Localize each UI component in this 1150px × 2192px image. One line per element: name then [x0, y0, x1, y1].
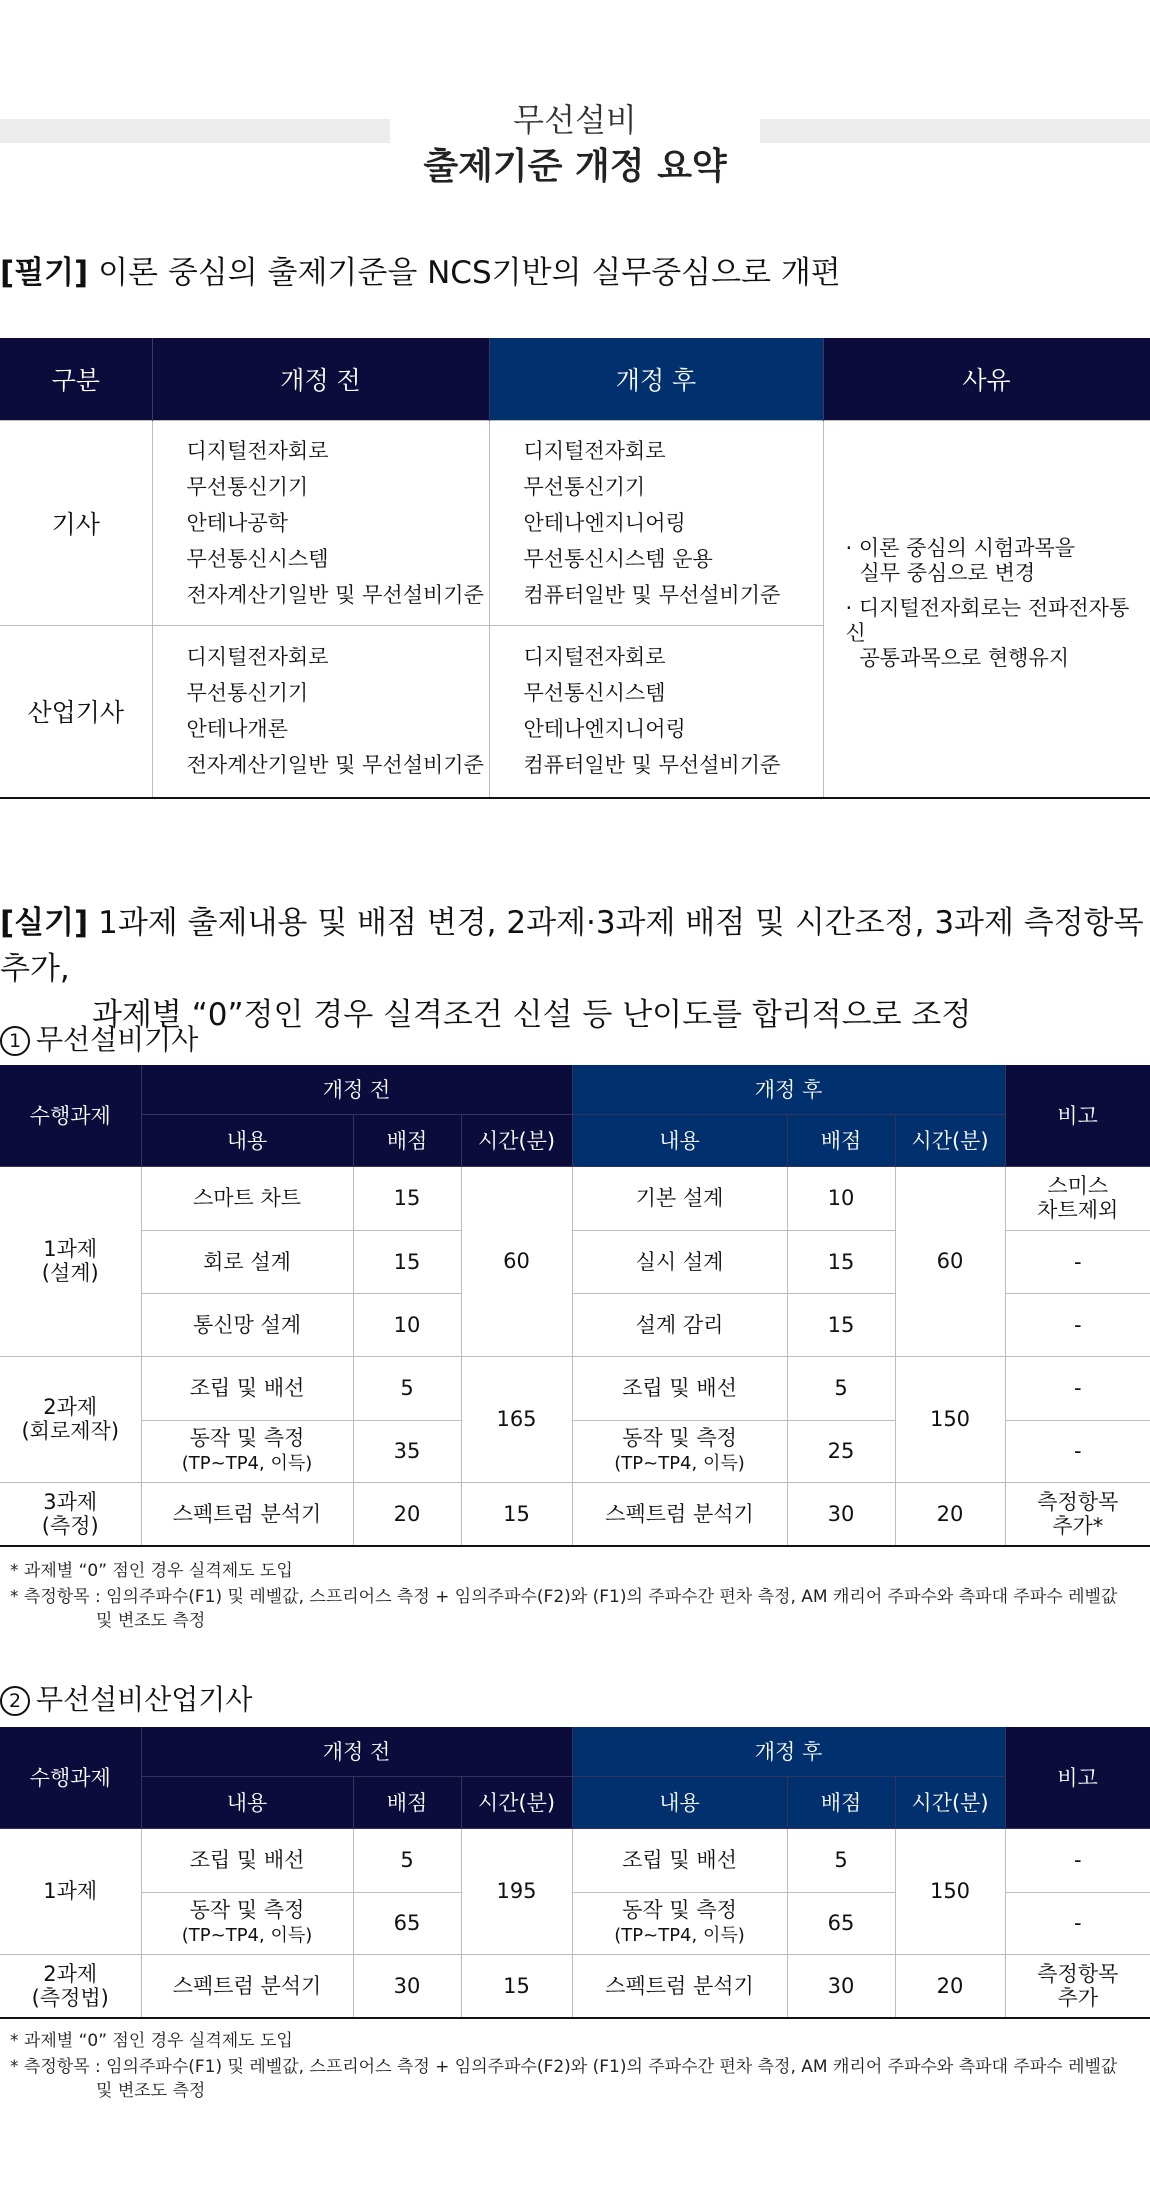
content-text: 동작 및 측정 — [622, 1898, 737, 1922]
after-time: 60 — [895, 1166, 1005, 1356]
list-item: 무선통신시스템 운용 — [523, 547, 713, 571]
col-header-task: 수행과제 — [0, 1727, 141, 1828]
list-item: 안테나공학 — [186, 511, 288, 535]
before-content: 회로 설계 — [141, 1230, 353, 1293]
written-tag: [필기] — [0, 255, 89, 291]
before-score: 35 — [353, 1420, 461, 1482]
task-cell — [0, 1954, 141, 2018]
before-time: 60 — [461, 1166, 572, 1356]
footnote: 및 변조도 측정 — [96, 1611, 206, 1631]
before-time: 165 — [461, 1356, 572, 1482]
table-row — [0, 1828, 1150, 1892]
industrial-footnotes — [10, 2029, 1117, 2103]
list-item: 무선통신기기 — [523, 475, 646, 499]
engineer-after-list — [489, 421, 823, 626]
before-content: 통신망 설계 — [141, 1293, 353, 1356]
after-score: 30 — [787, 1954, 895, 2018]
task-label: 2과제 — [43, 1395, 98, 1419]
col-header-time: 시간(분) — [461, 1776, 572, 1828]
practical-heading-line2: 과제별 “0”정인 경우 실격조건 신설 등 난이도를 합리적으로 조정 — [92, 997, 972, 1033]
after-time: 150 — [895, 1828, 1005, 1954]
col-header-after: 개정 후 — [489, 338, 823, 421]
col-header-content: 내용 — [141, 1776, 353, 1828]
reason-line: 공통과목으로 현행유지 — [859, 646, 1070, 671]
col-header-score: 배점 — [353, 1114, 461, 1166]
reason-line: 실무 중심으로 변경 — [859, 561, 1036, 586]
after-score: 15 — [787, 1230, 895, 1293]
reason-line: · 이론 중심의 시험과목을 — [845, 536, 1076, 561]
task-label: 1과제 — [43, 1237, 98, 1261]
list-item: 컴퓨터일반 및 무선설비기준 — [523, 753, 781, 778]
list-item: 무선통신기기 — [186, 475, 309, 499]
list-item: 무선통신시스템 — [186, 547, 329, 571]
row-label-industrial: 산업기사 — [0, 626, 152, 798]
task-sublabel: (측정) — [41, 1513, 99, 1538]
before-content: 스펙트럼 분석기 — [141, 1482, 353, 1546]
task-cell: 1과제 — [0, 1828, 141, 1954]
before-time: 15 — [461, 1954, 572, 2018]
after-content — [572, 1420, 787, 1482]
before-score: 30 — [353, 1954, 461, 2018]
after-time: 20 — [895, 1482, 1005, 1546]
list-item: 전자계산기일반 및 무선설비기준 — [186, 753, 484, 778]
task-label: 3과제 — [43, 1489, 98, 1514]
before-score: 65 — [353, 1892, 461, 1954]
note-cell: - — [1005, 1293, 1150, 1356]
after-score: 25 — [787, 1420, 895, 1482]
list-item: 안테나엔지니어링 — [523, 717, 686, 742]
col-header-after: 개정 후 — [572, 1065, 1005, 1114]
after-time: 150 — [895, 1356, 1005, 1482]
after-score: 30 — [787, 1482, 895, 1546]
before-score: 5 — [353, 1828, 461, 1892]
col-header-before: 개정 전 — [152, 338, 489, 421]
number-badge: 1 — [0, 1026, 30, 1056]
content-subtext: (TP~TP4, 이득) — [181, 1925, 313, 1946]
after-content: 설계 감리 — [572, 1293, 787, 1356]
task-cell — [0, 1482, 141, 1546]
note-text: 측정항목 — [1037, 1961, 1119, 1986]
list-item: 안테나엔지니어링 — [523, 511, 686, 535]
written-heading-text: 이론 중심의 출제기준을 NCS기반의 실무중심으로 개편 — [98, 255, 841, 291]
task-sublabel: (측정법) — [31, 1985, 109, 2010]
table-row — [0, 1356, 1150, 1420]
before-time: 195 — [461, 1828, 572, 1954]
written-table — [0, 338, 1150, 799]
note-text: 차트제외 — [1037, 1198, 1119, 1222]
note-cell: - — [1005, 1892, 1150, 1954]
col-header-note: 비고 — [1005, 1727, 1150, 1828]
industrial-before-list — [152, 626, 489, 798]
engineer-before-list — [152, 421, 489, 626]
col-header-content: 내용 — [141, 1114, 353, 1166]
note-text: 스미스 — [1047, 1174, 1109, 1198]
list-item: 안테나개론 — [186, 717, 288, 742]
col-header-score: 배점 — [787, 1114, 895, 1166]
engineer-footnotes — [10, 1559, 1117, 1633]
before-score: 20 — [353, 1482, 461, 1546]
note-text: 추가* — [1052, 1513, 1104, 1538]
list-item: 컴퓨터일반 및 무선설비기준 — [523, 583, 781, 607]
list-item: 디지털전자회로 — [186, 645, 329, 670]
after-content: 스펙트럼 분석기 — [572, 1954, 787, 2018]
after-content: 실시 설계 — [572, 1230, 787, 1293]
after-content — [572, 1892, 787, 1954]
after-score: 5 — [787, 1356, 895, 1420]
content-subtext: (TP~TP4, 이득) — [614, 1453, 745, 1474]
before-content: 조립 및 배선 — [141, 1828, 353, 1892]
industrial-after-list — [489, 626, 823, 798]
after-score: 65 — [787, 1892, 895, 1954]
written-heading — [0, 250, 841, 296]
list-item: 무선통신기기 — [186, 681, 309, 706]
list-item: 디지털전자회로 — [523, 439, 666, 463]
col-header-content: 내용 — [572, 1114, 787, 1166]
content-text: 동작 및 측정 — [189, 1898, 305, 1922]
list-item: 무선통신시스템 — [523, 681, 666, 706]
after-content: 조립 및 배선 — [572, 1356, 787, 1420]
col-header-score: 배점 — [787, 1776, 895, 1828]
before-score: 15 — [353, 1166, 461, 1230]
col-header-task: 수행과제 — [0, 1065, 141, 1166]
col-header-time: 시간(분) — [895, 1776, 1005, 1828]
note-cell — [1005, 1954, 1150, 2018]
before-content: 조립 및 배선 — [141, 1356, 353, 1420]
col-header-before: 개정 전 — [141, 1727, 572, 1776]
note-cell: - — [1005, 1420, 1150, 1482]
reason-item — [846, 536, 1150, 586]
practical-heading-line1: 1과제 출제내용 및 배점 변경, 2과제·3과제 배점 및 시간조정, 3과제 측정항목 추가, — [0, 905, 1144, 987]
industrial-title: 무선설비산업기사 — [36, 1683, 253, 1716]
task-cell — [0, 1166, 141, 1356]
task-sublabel: (설계) — [41, 1261, 99, 1285]
before-content — [141, 1420, 353, 1482]
after-time: 20 — [895, 1954, 1005, 2018]
list-item: 전자계산기일반 및 무선설비기준 — [186, 583, 484, 607]
table-row — [0, 1166, 1150, 1230]
engineer-subheading — [0, 1018, 198, 1058]
content-text: 동작 및 측정 — [189, 1426, 305, 1450]
col-header-score: 배점 — [353, 1776, 461, 1828]
col-header-after: 개정 후 — [572, 1727, 1005, 1776]
before-content: 스마트 차트 — [141, 1166, 353, 1230]
after-score: 15 — [787, 1293, 895, 1356]
before-content — [141, 1892, 353, 1954]
col-header-note: 비고 — [1005, 1065, 1150, 1166]
task-label: 2과제 — [43, 1961, 98, 1986]
before-score: 5 — [353, 1356, 461, 1420]
table-row — [0, 1954, 1150, 2018]
col-header-category: 구분 — [0, 338, 152, 421]
before-score: 15 — [353, 1230, 461, 1293]
col-header-reason: 사유 — [823, 338, 1150, 421]
col-header-before: 개정 전 — [141, 1065, 572, 1114]
after-score: 10 — [787, 1166, 895, 1230]
page-subtitle: 무선설비 — [513, 101, 637, 139]
note-cell: - — [1005, 1356, 1150, 1420]
after-score: 5 — [787, 1828, 895, 1892]
content-subtext: (TP~TP4, 이득) — [614, 1925, 745, 1946]
task-sublabel: (회로제작) — [21, 1419, 120, 1443]
list-item: 디지털전자회로 — [186, 439, 329, 463]
note-text: 추가 — [1057, 1985, 1099, 2010]
before-content: 스펙트럼 분석기 — [141, 1954, 353, 2018]
note-cell: - — [1005, 1828, 1150, 1892]
content-text: 동작 및 측정 — [622, 1426, 737, 1450]
list-item: 디지털전자회로 — [523, 645, 666, 670]
engineer-title: 무선설비기사 — [36, 1023, 199, 1056]
note-cell — [1005, 1166, 1150, 1230]
industrial-table — [0, 1727, 1150, 2019]
before-score: 10 — [353, 1293, 461, 1356]
footnote: * 측정항목 : 임의주파수(F1) 및 레벨값, 스프리어스 측정 + 임의주파수(F2)와 (F1)의 주파수간 편차 측정, AM 캐리어 주파수와 측파대 주파수 레벨값 — [10, 1587, 1118, 1607]
note-cell — [1005, 1482, 1150, 1546]
reason-cell — [823, 421, 1150, 798]
col-header-content: 내용 — [572, 1776, 787, 1828]
note-text: 측정항목 — [1037, 1489, 1119, 1514]
footnote: * 과제별 “0” 점인 경우 실격제도 도입 — [10, 1561, 293, 1581]
note-cell: - — [1005, 1230, 1150, 1293]
col-header-time: 시간(분) — [461, 1114, 572, 1166]
before-time: 15 — [461, 1482, 572, 1546]
after-content: 기본 설계 — [572, 1166, 787, 1230]
footnote: * 과제별 “0” 점인 경우 실격제도 도입 — [10, 2031, 293, 2051]
col-header-time: 시간(분) — [895, 1114, 1005, 1166]
task-cell — [0, 1356, 141, 1482]
after-content: 조립 및 배선 — [572, 1828, 787, 1892]
number-badge: 2 — [0, 1686, 30, 1716]
row-label-engineer: 기사 — [0, 421, 152, 626]
industrial-subheading — [0, 1678, 252, 1718]
table-row — [0, 1482, 1150, 1546]
footnote: 및 변조도 측정 — [96, 2081, 206, 2101]
reason-item — [846, 596, 1150, 671]
footnote: * 측정항목 : 임의주파수(F1) 및 레벨값, 스프리어스 측정 + 임의주파수(F2)와 (F1)의 주파수간 편차 측정, AM 캐리어 주파수와 측파대 주파수 레벨값 — [10, 2057, 1118, 2077]
after-content: 스펙트럼 분석기 — [572, 1482, 787, 1546]
reason-line: · 디지털전자회로는 전파전자통신 — [845, 596, 1130, 646]
content-subtext: (TP~TP4, 이득) — [181, 1453, 313, 1474]
engineer-table — [0, 1065, 1150, 1547]
page-title: 출제기준 개정 요약 — [423, 146, 727, 187]
practical-tag: [실기] — [0, 905, 89, 941]
